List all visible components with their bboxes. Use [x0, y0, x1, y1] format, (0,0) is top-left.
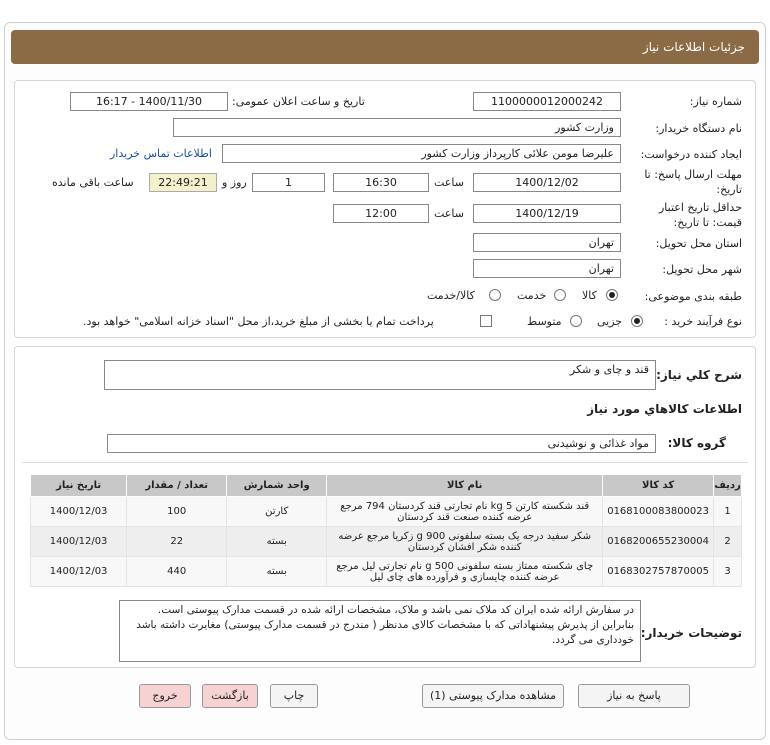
creator-label: ایجاد کننده درخواست: [640, 148, 742, 161]
deadline-date-field: 1400/12/02 [473, 173, 621, 192]
process-radio-minor[interactable] [631, 315, 643, 327]
page-title: جزئیات اطلاعات نیاز [11, 30, 759, 64]
buyer-notes-label: توضیحات خریدار: [640, 626, 742, 640]
col-qty: تعداد / مقدار [127, 475, 227, 497]
days-label: روز و [222, 176, 247, 189]
validity-label-2: قیمت: تا تاریخ: [673, 216, 742, 229]
announce-label: تاریخ و ساعت اعلان عمومی: [232, 95, 365, 108]
deadline-label-2: تاریخ: [716, 183, 742, 196]
deadline-label-1: مهلت ارسال پاسخ: تا [644, 168, 742, 181]
row-code: 0168302757870005 [603, 557, 714, 587]
row-index: 2 [714, 527, 742, 557]
remaining-time-field: 22:49:21 [149, 173, 217, 192]
back-button[interactable]: بازگشت [202, 684, 258, 708]
row-code: 0168200655230004 [603, 527, 714, 557]
category-option-service: خدمت [517, 289, 547, 302]
payment-note: پرداخت تمام یا بخشی از مبلغ خرید،از محل "اسناد خزانه اسلامی" خواهد بود. [83, 315, 434, 328]
row-qty: 22 [127, 527, 227, 557]
city-field: تهران [473, 259, 621, 278]
row-qty: 100 [127, 497, 227, 527]
table-row [31, 527, 742, 557]
summary-label: شرح کلي نياز: [656, 368, 742, 382]
category-option-goods: کالا [582, 289, 597, 302]
row-index: 3 [714, 557, 742, 587]
province-field: تهران [473, 233, 621, 252]
divider [22, 462, 748, 463]
buyer-contact-link[interactable]: اطلاعات تماس خریدار [110, 147, 212, 160]
buyer-org-field: وزارت کشور [173, 118, 621, 137]
reply-button[interactable]: پاسخ به نیاز [578, 684, 690, 708]
col-name: نام کالا [327, 475, 603, 497]
goods-group-field: مواد غذائی و نوشیدنی [107, 434, 656, 453]
view-attachments-button[interactable]: مشاهده مدارک پیوستی (1) [422, 684, 564, 708]
process-radio-medium[interactable] [570, 315, 582, 327]
category-option-goods-service: کالا/خدمت [427, 289, 475, 302]
need-number-field: 1100000012000242 [473, 92, 621, 111]
buyer-org-label: نام دستگاه خریدار: [655, 122, 742, 135]
row-index: 1 [714, 497, 742, 527]
treasury-checkbox[interactable] [480, 315, 492, 327]
goods-table [30, 474, 742, 587]
row-date: 1400/12/03 [31, 557, 127, 587]
creator-field: علیرضا مومن علائی کارپرداز وزارت کشور [222, 144, 621, 163]
print-button[interactable]: چاپ [270, 684, 318, 708]
remaining-label: ساعت باقی مانده [52, 176, 134, 189]
validity-date-field: 1400/12/19 [473, 204, 621, 223]
process-option-medium: متوسط [527, 315, 562, 328]
col-date: تاریخ نیاز [31, 475, 127, 497]
table-row [31, 497, 742, 527]
need-number-label: شماره نیاز: [689, 95, 742, 108]
category-radio-goods[interactable] [606, 289, 618, 301]
row-unit: بسته [227, 527, 327, 557]
deadline-time-label: ساعت [434, 176, 464, 189]
row-qty: 440 [127, 557, 227, 587]
category-label: طبقه بندی موضوعی: [644, 290, 742, 303]
col-unit: واحد شمارش [227, 475, 327, 497]
goods-section-title: اطلاعات کالاهاي مورد نياز [587, 402, 742, 416]
exit-button[interactable]: خروج [139, 684, 191, 708]
validity-time-field: 12:00 [333, 204, 429, 223]
city-label: شهر محل تحویل: [662, 263, 742, 276]
summary-field: قند و چای و شکر [104, 360, 656, 390]
days-field: 1 [252, 173, 325, 192]
row-name: قند شکسته کارتن 5 kg نام تجارتی قند کردستان 794 مرجع عرضه کننده صنعت قند کردستان [327, 497, 603, 527]
buyer-notes-box: در سفارش ارائه شده ایران کد ملاک نمی باشد و ملاک، مشخصات ارائه شده در قسمت مدارک پیوستی است. بنابراین از پذیرش پیشنهاداتی که با مشخصات کالای مدنظر ( مندرج در قسمت مدارک پیوستی) مغایرت داشته باشد خودداری می گردد. [119, 600, 641, 662]
deadline-time-field: 16:30 [333, 173, 429, 192]
process-label: نوع فرآیند خرید : [664, 315, 742, 328]
row-code: 0168100083800023 [603, 497, 714, 527]
province-label: استان محل تحویل: [655, 237, 742, 250]
category-radio-goods-service[interactable] [489, 289, 501, 301]
col-row-index: ردیف [714, 475, 742, 497]
row-date: 1400/12/03 [31, 527, 127, 557]
table-row [31, 557, 742, 587]
row-name: شکر سفید درجه یک بسته سلفونی 900 g زکریا مرجع عرضه کننده شکر افشان کردستان [327, 527, 603, 557]
category-radio-service[interactable] [554, 289, 566, 301]
process-option-minor: جزیی [597, 315, 623, 328]
validity-label-1: حداقل تاریخ اعتبار [658, 201, 742, 214]
col-code: کد کالا [603, 475, 714, 497]
row-date: 1400/12/03 [31, 497, 127, 527]
goods-table-header [31, 475, 742, 497]
row-name: چای شکسته ممتاز بسته سلفونی 500 g نام تجارتی لیل مرجع عرضه کننده چایسازی و فرآورده های چای لیل [327, 557, 603, 587]
goods-group-label: گروه کالا: [667, 436, 726, 450]
announce-field: 1400/11/30 - 16:17 [70, 92, 228, 111]
validity-time-label: ساعت [434, 207, 464, 220]
row-unit: کارتن [227, 497, 327, 527]
row-unit: بسته [227, 557, 327, 587]
